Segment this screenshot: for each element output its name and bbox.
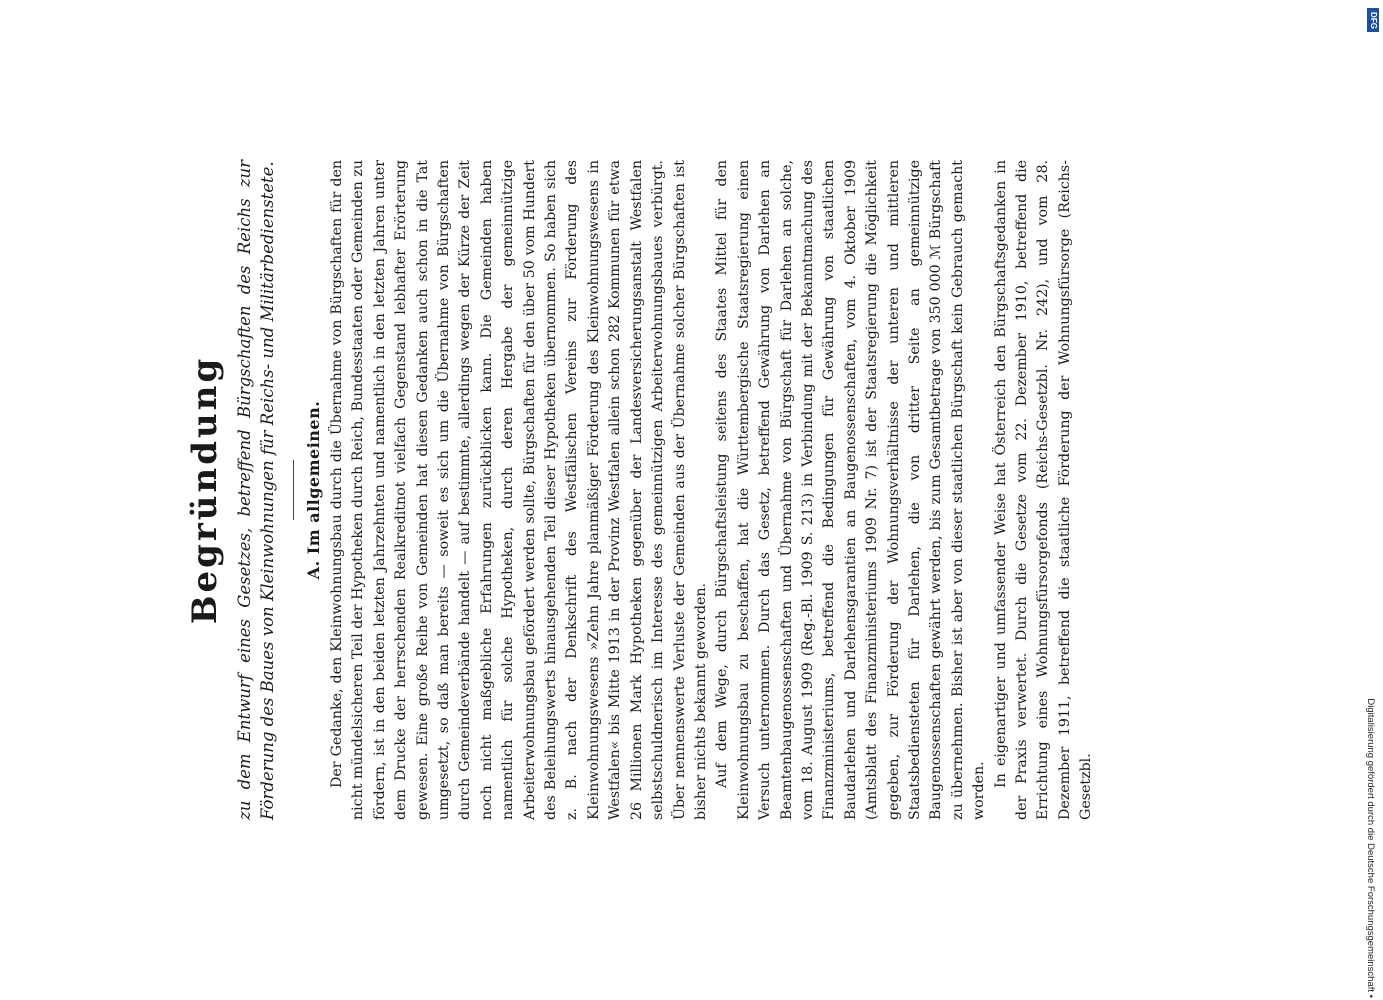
document-body [185, 160, 1098, 820]
dfg-logo [1367, 8, 1379, 32]
paragraph-1: Der Gedanke, den Kleinwohnungsbau durch die Übernahme von Bürgschaften für den nicht mündelsicheren Teil der Hypotheken durch Reich, Bundesstaaten oder Gemeinden zu fördern, ist in den beiden letzten Jahrzehnten und namentlich in den letzten Jahren unter dem Drucke der herrschenden Realkreditnot vielfach Gegenstand lebhafter Erörterung gewesen. Eine große Reihe von Gemeinden hat diesen Gedanken auch schon in die Tat umgesetzt, so daß man bereits — soweit es sich um die Übernahme von Bürgschaften durch Gemeindeverbände handelt — auf bestimmte, allerdings wegen der Kürze der Zeit noch nicht maßgebliche Erfahrungen zurückblicken kann. Die Gemeinden haben namentlich für solche Hypotheken, durch deren Hergabe der gemeinnützige Arbeiterwohnungsbau gefördert werden sollte, Bürgschaften für den über 50 vom Hundert des Beleihungswerts hinausgehenden Teil dieser Hypotheken übernommen. So haben sich z. B. nach der Denkschrift des Westfälischen Vereins zur Förderung des Kleinwohnungswesens »Zehn Jahre planmäßiger Förderung des Kleinwohnungswesens in Westfalen« bis Mitte 1913 in der Provinz Westfalen allein schon 282 Kommunen für etwa 26 Millionen Mark Hypotheken gegenüber der Landesversicherungsanstalt Westfalen selbstschuldnerisch im Interesse des gemeinnützigen Arbeiterwohnungsbaues verbürgt. Über nennenswerte Verluste der Gemeinden aus der Übernahme solcher Bürgschaften ist bisher nichts bekannt geworden. [329, 160, 709, 820]
dfg-logo-text: DFG [1368, 11, 1378, 29]
paragraph-3: In eigenartiger und umfassender Weise hat Österreich den Bürgschaftsgedanken in der Praxis verwertet. Durch die Gesetze vom 22. Dezember 1910, betreffend die Errichtung eines Wohnungsfürsorgefonds (Reichs-Gesetzbl. Nr. 242), und vom 28. Dezember 1911, betreffend die staatliche Förderung der Wohnungsfürsorge (Reichs-Gesetzbl. [992, 160, 1095, 820]
document-subtitle: zu dem Entwurf eines Gesetzes, betreffend Bürgschaften des Reichs zur Förderung des Baues von Kleinwohnungen für Reichs- und Militärbedienstete. [235, 160, 277, 820]
separator-rule [293, 460, 294, 520]
paragraph-2: Auf dem Wege, durch Bürgschaftsleistung seitens des Staates Mittel für den Kleinwohnungsbau zu beschaffen, hat die Württembergische Staatsregierung einen Versuch unternommen. Durch das Gesetz, betreffend Gewährung von Darlehen an Beamtenbaugenossenschaften und Übernahme von Bürgschaft für Darlehen an solche, vom 18. August 1909 (Reg.-Bl. 1909 S. 213) in Verbindung mit der Bekanntmachung des Finanzministeriums, betreffend die Bedingungen für Gewährung von staatlichen Baudarlehen und Darlehensgarantien an Baugenossenschaften, vom 4. Oktober 1909 (Amtsblatt des Finanzministeriums 1909 Nr. 7) ist der Staatsregierung die Möglichkeit gegeben, zur Förderung der Wohnungsverhältnisse der unteren und mittleren Staatsbediensteten für Darlehen, die von dritter Seite an gemeinnützige Baugenossenschaften gewährt werden, bis zum Gesamtbetrage von 350 000 ℳ Bürgschaft zu übernehmen. Bisher ist aber von dieser staatlichen Bürgschaft kein Gebrauch gemacht worden. [714, 160, 988, 820]
section-heading: A. Im allgemeinen. [304, 400, 323, 580]
funding-footer [1361, 8, 1381, 998]
funding-note: Digitalisierung gefördert durch die Deutsche Forschungsgemeinschaft • [1365, 698, 1377, 998]
document-title: Begründung [185, 355, 225, 625]
